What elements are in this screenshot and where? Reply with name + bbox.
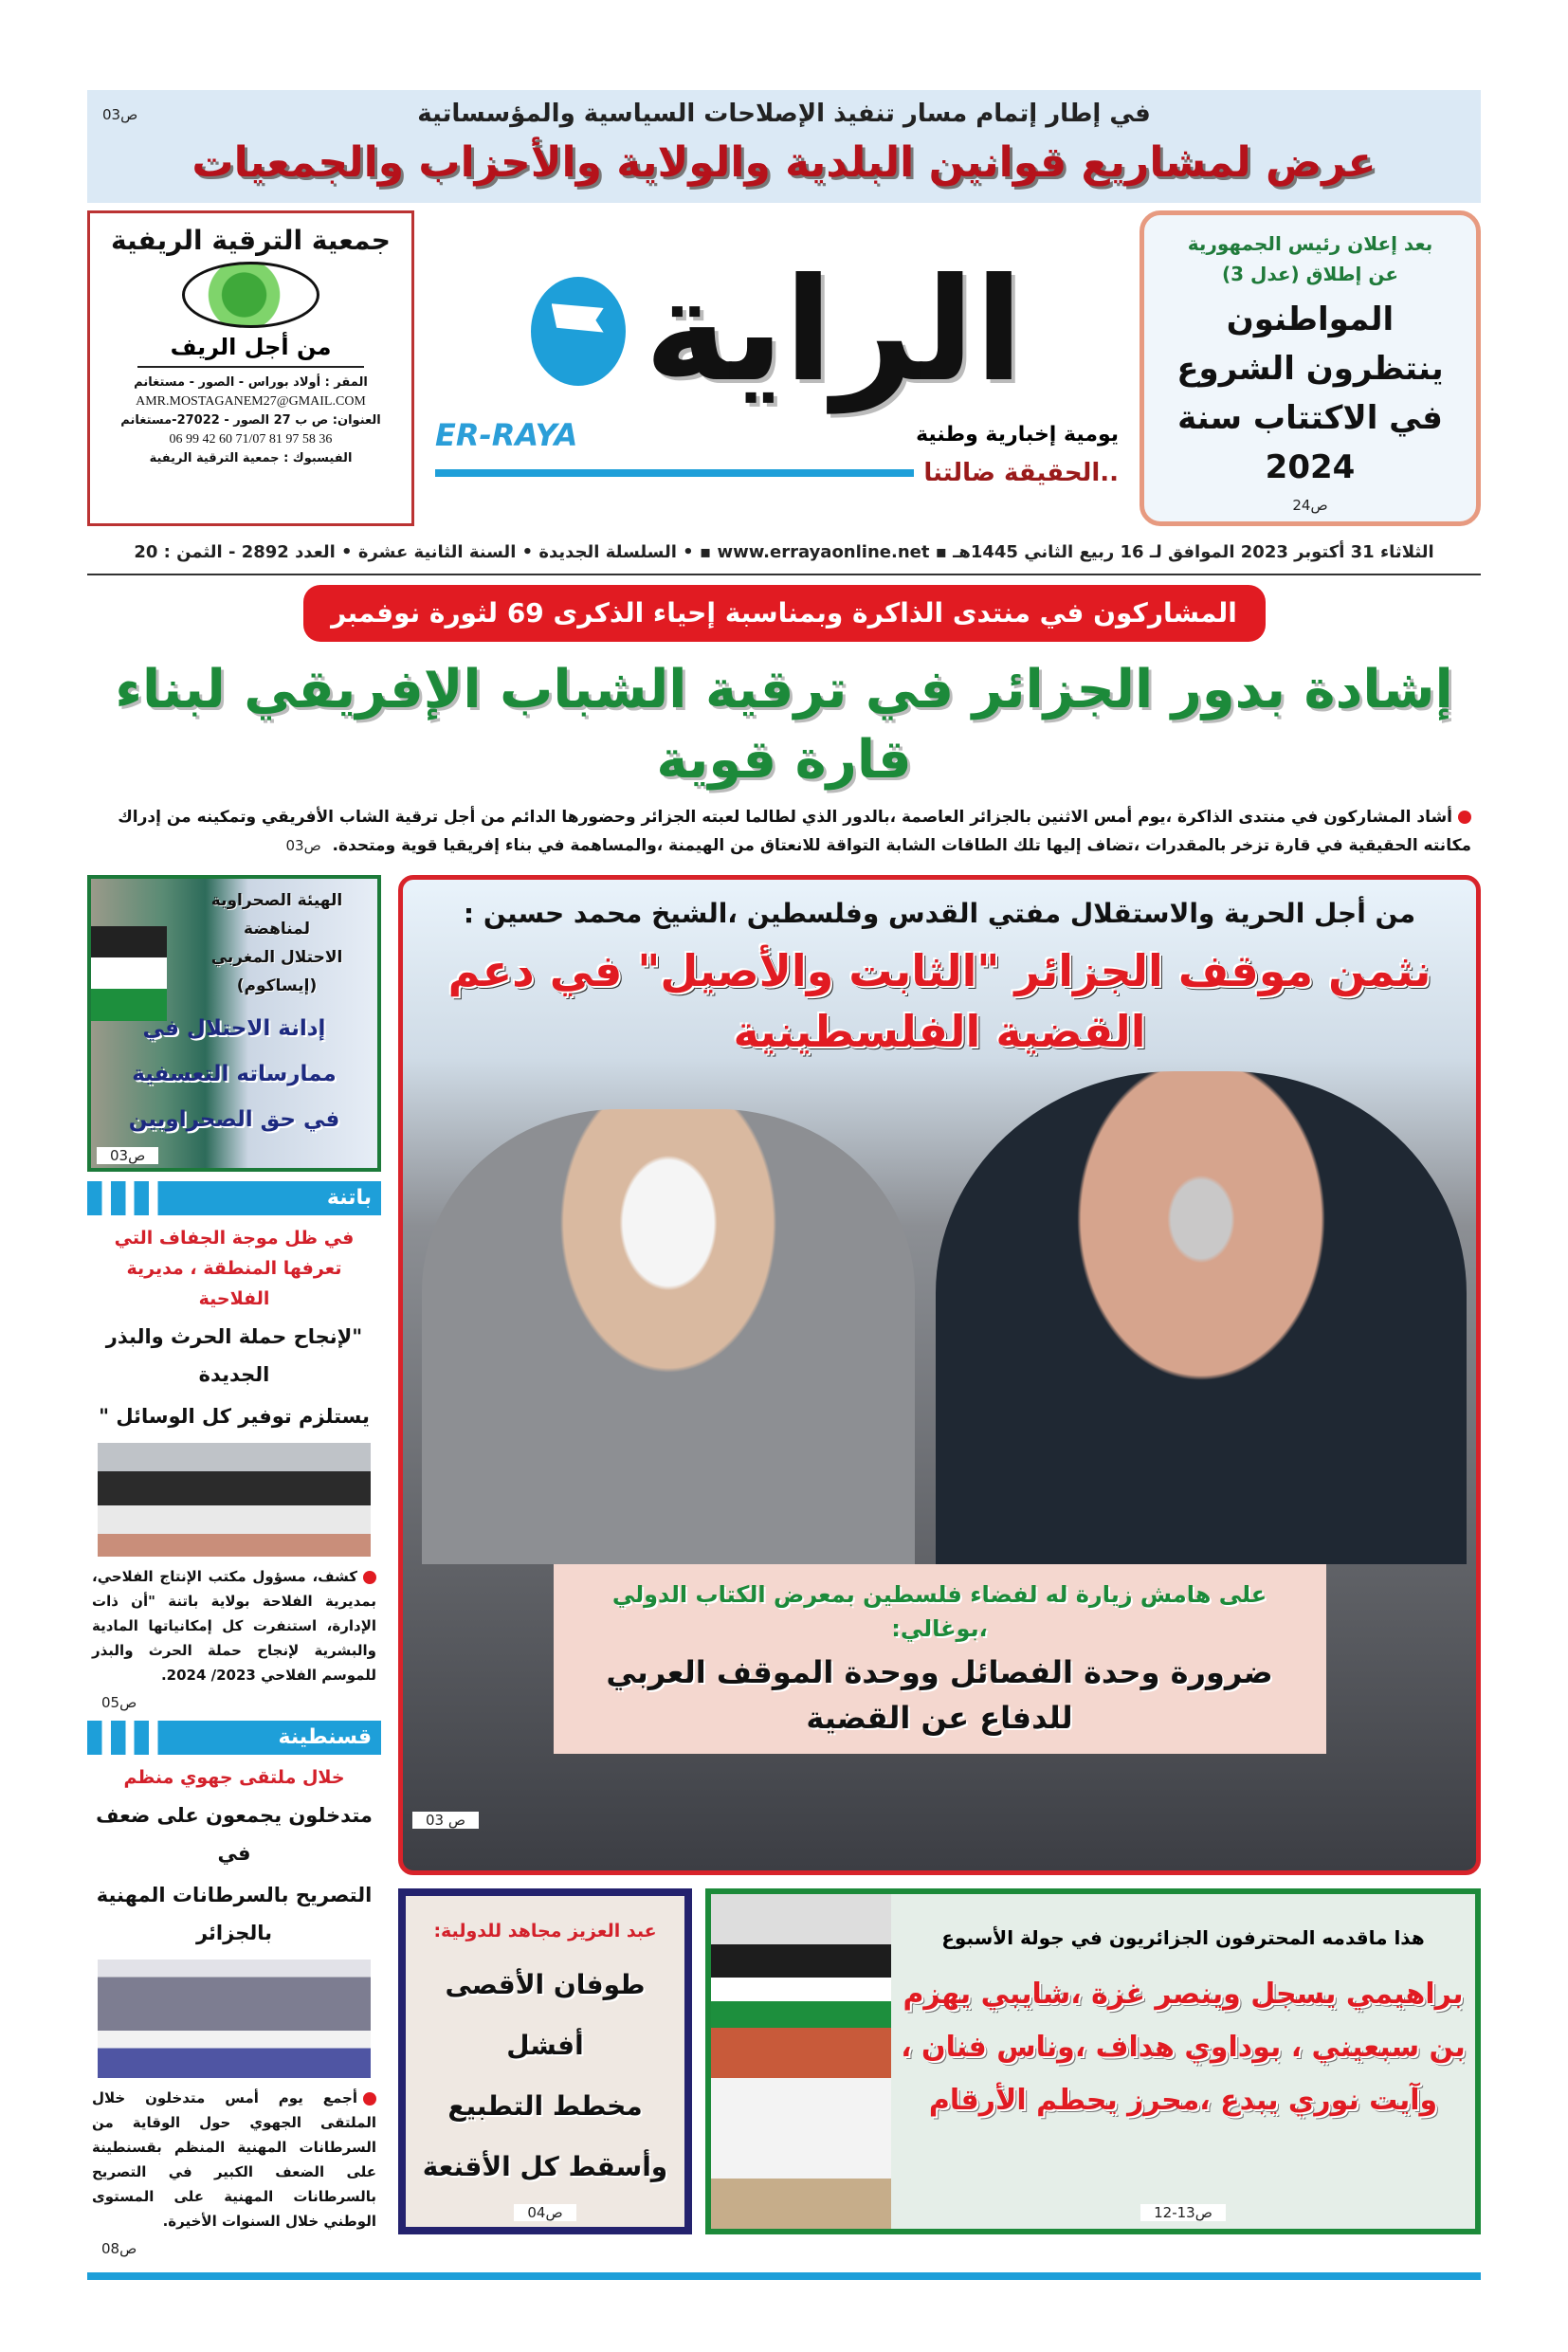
- body-row: [87, 875, 1481, 2257]
- page-ref: ص24: [1292, 497, 1328, 515]
- section-header-batna: باتنة: [87, 1181, 381, 1215]
- masthead-name: الراية: [644, 248, 1024, 414]
- sahrawi-kicker: لمناهضة: [244, 920, 310, 939]
- divider: [435, 469, 914, 477]
- page-ref: ص13-12: [1140, 2204, 1226, 2221]
- constantine-title: التصريح بالسرطانات المهنية بالجزائر: [96, 1884, 373, 1945]
- association-phones: 06 99 42 60 71/07 81 97 58 36: [169, 432, 333, 447]
- sport-story[interactable]: [705, 1888, 1481, 2234]
- page-ref: ص05: [101, 1694, 137, 1712]
- sport-text: [891, 1894, 1475, 2229]
- top-banner[interactable]: [87, 90, 1481, 203]
- header-row: [87, 210, 1481, 526]
- sub-story-title: ضرورة وحدة الفصائل ووحدة الموقف العربي للدفاع عن القضية: [606, 1654, 1273, 1737]
- section-header-constantine: قسنطينة: [87, 1721, 381, 1755]
- divider: [137, 366, 364, 368]
- sahrawi-kicker: (إيساكوم): [236, 976, 318, 996]
- top-kicker-row: [102, 100, 1466, 128]
- mujahid-title: طوفان الأقصى أفشل مخطط التطبيع وأسقط كل الأقنعة: [422, 1969, 668, 2183]
- page-ref: ص 03: [412, 1812, 479, 1829]
- sub-story-kicker: على هامش زيارة له لفضاء فلسطين بمعرض الكتاب الدولي ،بوغالي:: [611, 1581, 1267, 1643]
- masthead-latin: ER-RAYA: [435, 416, 578, 453]
- association-logo-text: جمعية الترقية الريفية: [111, 225, 391, 257]
- sub-story-box[interactable]: [554, 1564, 1326, 1754]
- main-story-title: نثمن موقف الجزائر "الثابت والأصيل" في دعم القضية الفلسطينية: [447, 945, 1431, 1058]
- batna-body: كشف، مسؤول مكتب الإنتاج الفلاحي، بمديرية الفلاحة بولاية باتنة "أن ذات الإدارة، استنفرت كل إمكانياتها المادية والبشرية لإنجاح حملة الحرث والبذر للموسم الفلاحي 2023/ 2024.: [92, 1568, 376, 1685]
- association-ad[interactable]: [87, 210, 414, 526]
- main-headline[interactable]: إشادة بدور الجزائر في ترقية الشباب الإفريقي لبناء قارة قوية: [115, 659, 1453, 792]
- mujahid-story[interactable]: [398, 1888, 692, 2234]
- batna-photo: [98, 1443, 371, 1557]
- headline-box-title: المواطنون ينتظرون الشروع في الاكتتاب سنة 2024: [1176, 301, 1444, 487]
- flag-circle-icon: [531, 277, 626, 386]
- batna-title: يستلزم توفير كل الوسائل ": [99, 1405, 370, 1429]
- main-column: [398, 875, 1481, 2234]
- mujahid-kicker: عبد العزيز مجاهد للدولية:: [433, 1921, 657, 1942]
- constantine-title: متدخلون يجمعون على ضعف في: [96, 1804, 373, 1866]
- page-ref: ص08: [101, 2240, 137, 2258]
- constantine-body: أجمع يوم أمس متدخلون خلال الملتقى الجهوي حول الوقاية من السرطانات المهنية المنظم بقسنطينة على الضعف الكبير في التصريح بالسرطانات المهنية على المستوى الوطني خلال السنوات الأخيرة.: [92, 2089, 376, 2231]
- association-facebook: الفيسبوك : جمعية الترقية الريفية: [149, 451, 353, 466]
- lead-text: أشاد المشاركون في منتدى الذاكرة ،يوم أمس الاثنين بالجزائر العاصمة ،بالدور الذي لطالما لعبته الجزائر وحضورها الدائم من أجل ترقية الشاب الأفريقي وتمكينه من إدراك مكانته الحقيقية في قارة تزخر بالمقدرات ،تضاف إليها تلك الطاقات الشابة التواقة للانعتاق من الهيمنة ،والمساهمة في بناء إفريقيا قوية ومتحدة.: [118, 808, 1471, 856]
- association-address: المقر : أولاد بوراس - الصور - مستغانم: [134, 375, 368, 391]
- front-page: [87, 90, 1481, 2280]
- masthead-bottom: [435, 459, 1119, 487]
- association-slogan: من أجل الريف: [170, 334, 332, 361]
- top-kicker: في إطار إتمام مسار تنفيذ الإصلاحات السياسية والمؤسساتية: [417, 100, 1151, 128]
- association-email[interactable]: AMR.MOSTAGANEM27@GMAIL.COM: [136, 394, 366, 410]
- bullet-icon: [1458, 811, 1471, 824]
- divider: [87, 2272, 1481, 2280]
- dateline: الثلاثاء 31 أكتوبر 2023 الموافق لـ 16 ربيع الثاني 1445هـ ▪ www.errayaonline.net ▪ • السلسلة الجديدة • السنة الثانية عشرة • العدد 2892 - الثمن : 20: [134, 542, 1434, 563]
- left-column: [87, 875, 381, 2257]
- top-headline: عرض لمشاريع قوانين البلدية والولاية والأحزاب والجمعيات: [191, 138, 1377, 187]
- sport-kicker: هذا ماقدمه المحترفون الجزائريون في جولة الأسبوع: [941, 1926, 1425, 1950]
- leaf-logo-icon: [182, 262, 319, 328]
- sahrawi-kicker: الهيئة الصحراوية: [210, 891, 343, 911]
- bullet-icon: [363, 2092, 376, 2106]
- masthead-subtitle: يومية إخبارية وطنية: [916, 423, 1119, 447]
- association-postal: العنوان: ص ب 27 الصور - 27022-مستغانم: [120, 413, 381, 428]
- headline-box-kicker: عن إطلاق (عدل 3): [1221, 263, 1399, 286]
- page-ref: ص03: [97, 1147, 158, 1164]
- divider: [87, 574, 1481, 575]
- main-story[interactable]: [398, 875, 1481, 1875]
- batna-kicker: في ظل موجة الجفاف التي تعرفها المنطقة ، مديرية الفلاحية: [114, 1228, 355, 1310]
- lead-paragraph: [87, 803, 1481, 860]
- bullet-icon: [363, 1571, 376, 1584]
- bottom-row: [398, 1888, 1481, 2234]
- batna-title: "لإنجاح حملة الحرث والبذر الجديدة: [105, 1325, 363, 1387]
- mufti-photo: [422, 1109, 915, 1564]
- masthead-logo[interactable]: [426, 210, 1128, 526]
- batna-story[interactable]: [87, 1215, 381, 1711]
- sport-title: براهيمي يسجل وينصر غزة ،شايبي يهزم بن سبعيني ، بوداوي هداف ،وناس فنان ، وآيت نوري يبدع ،محرز يحطم الأرقام: [901, 1978, 1466, 2118]
- constantine-photo: [98, 1960, 371, 2078]
- masthead-top: [435, 249, 1119, 413]
- sahrawi-story[interactable]: [87, 875, 381, 1172]
- sahrawi-title: إدانة الاحتلال في ممارساته التعسفية في حق الصحراويين: [128, 1016, 340, 1133]
- masthead-tagline: ..الحقيقة ضالتنا: [923, 458, 1119, 487]
- flag-icon: [552, 303, 604, 334]
- kicker-pill: المشاركون في منتدى الذاكرة وبمناسبة إحياء الذكرى 69 لثورة نوفمبر: [303, 585, 1266, 642]
- player-photo: [711, 1894, 891, 2229]
- constantine-kicker: خلال ملتقى جهوي منظم: [123, 1767, 345, 1789]
- main-story-kicker: من أجل الحرية والاستقلال مفتي القدس وفلسطين ،الشيخ محمد حسين :: [463, 898, 1416, 930]
- sahrawi-kicker-block: [182, 886, 372, 1000]
- page-ref: ص03: [102, 105, 138, 123]
- masthead-mid: [435, 417, 1119, 453]
- president-photo: [936, 1071, 1467, 1564]
- sahrawi-kicker: الاحتلال المغربي: [210, 948, 343, 968]
- headline-box-kicker: بعد إعلان رئيس الجمهورية: [1187, 232, 1433, 256]
- headline-box-adl3[interactable]: [1140, 210, 1481, 526]
- page-ref: ص03: [285, 837, 321, 855]
- page-ref: ص04: [514, 2204, 575, 2221]
- main-story-photos: [412, 1071, 1467, 1564]
- constantine-story[interactable]: [87, 1755, 381, 2257]
